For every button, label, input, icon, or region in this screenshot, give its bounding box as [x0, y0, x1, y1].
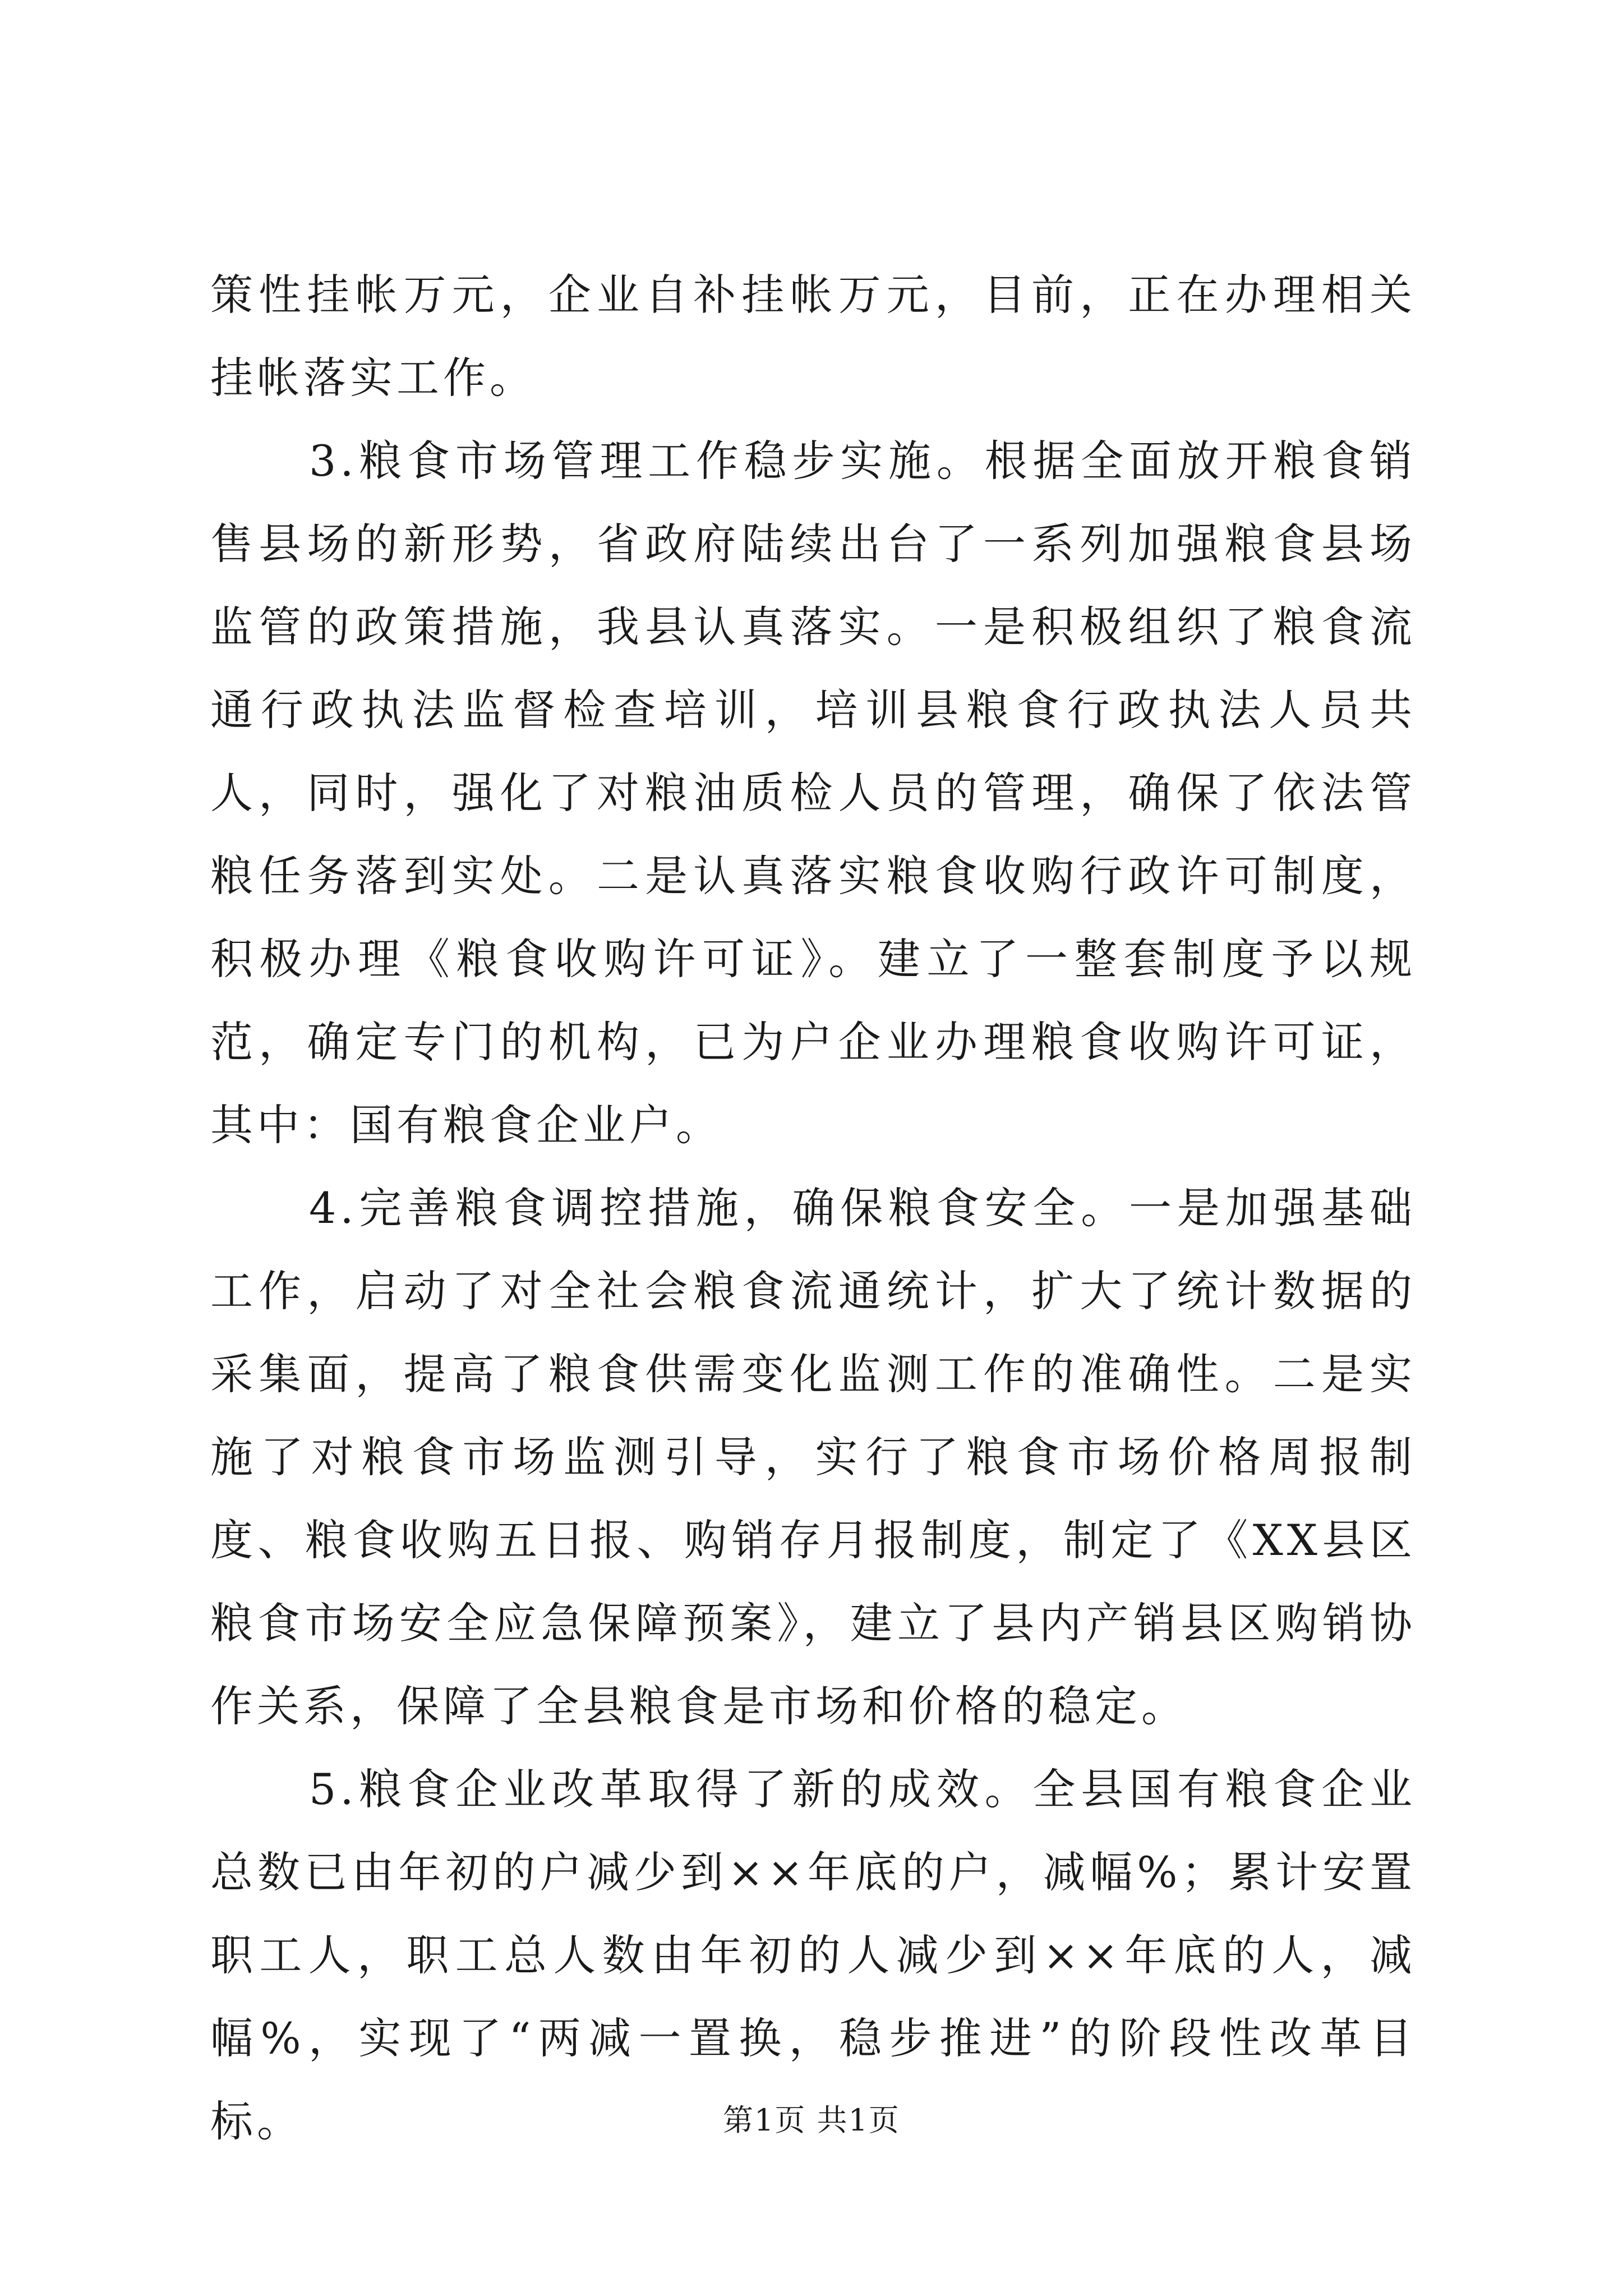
- page-footer: 第1页 共1页: [723, 2102, 900, 2138]
- paragraph-market-management: 3.粮食市场管理工作稳步实施。根据全面放开粮食销售县场的新形势，省政府陆续出台了一系列加强粮食县场监管的政策措施，我县认真落实。一是积极组织了粮食流通行政执法监督检查培训，培训县粮食行政执法人员共人，同时，强化了对粮油质检人员的管理，确保了依法管粮任务落到实处。二是认真落实粮食收购行政许可制度，积极办理《粮食收购许可证》。建立了一整套制度予以规范，确定专门的机构，已为户企业办理粮食收购许可证，其中：国有粮食企业户。: [210, 436, 1416, 1150]
- paragraph-grain-regulation: 4.完善粮食调控措施，确保粮食安全。一是加强基础工作，启动了对全社会粮食流通统计，扩大了统计数据的采集面，提高了粮食供需变化监测工作的准确性。二是实施了对粮食市场监测引导，实行了粮食市场价格周报制度、粮食收购五日报、购销存月报制度，制定了《XX县区粮食市场安全应急保障预案》，建立了县内产销县区购销协作关系，保障了全县粮食是市场和价格的稳定。: [210, 1183, 1416, 1731]
- paragraph-enterprise-reform: 5.粮食企业改革取得了新的成效。全县国有粮食企业总数已由年初的户减少到××年底的户，减幅%；累计安置职工人，职工总人数由年初的人减少到××年底的人，减幅%，实现了“两减一置换，稳步推进”的阶段性改革目标。: [210, 1764, 1416, 2146]
- document-body: [210, 254, 1416, 2163]
- paragraph-continuation: 策性挂帐万元，企业自补挂帐万元，目前，正在办理相关挂帐落实工作。: [210, 270, 1416, 403]
